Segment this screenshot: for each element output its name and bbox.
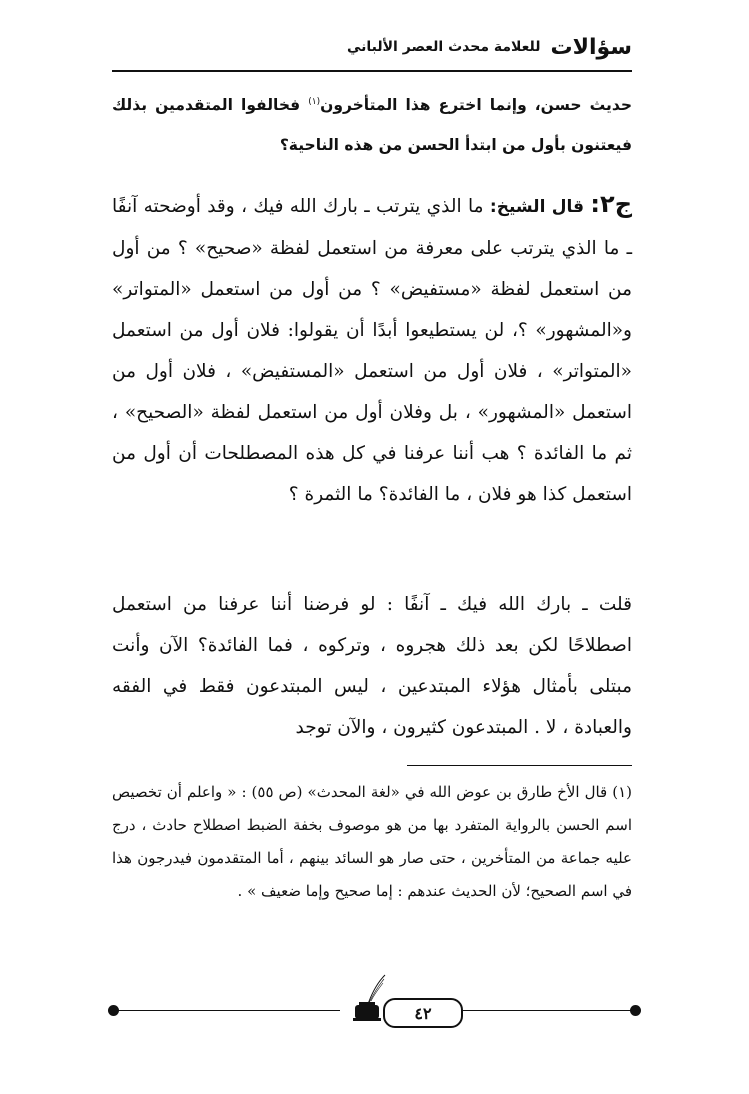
inkwell-quill-icon — [347, 973, 387, 1023]
answer-text: ما الذي يترتب ـ بارك الله فيك ، وقد أوضحته آنفًا ـ ما الذي يترتب على معرفة من استعمل لفظة «صحيح» ؟ من أول من استعمل لفظة «مستفيض» ؟ من أول من استعمل «المتواتر» و«المشهور» ؟، لن يستطيعوا أبدًا أن يقولوا: فلان أول من استعمل «المتواتر» ، فلان أول من استعمل «المستفيض» ، فلان أول من استعمل «المشهور» ، بل وفلان أول من استعمل لفظة «الصحيح» ، ثم ما الفائدة ؟ هب أننا عرفنا في كل هذه المصطلحات أن أول من استعمل كذا هو فلان ، ما الفائدة؟ ما الثمرة ؟ — [112, 196, 632, 505]
book-title: سؤالات — [550, 34, 632, 60]
footnote-text: (١) قال الأخ طارق بن عوض الله في «لغة المحدث» (ص ٥٥) : « واعلم أن تخصيص اسم الحسن بالرواية المتفرد بها من هو موصوف بخفة الضبط اصطلاح حادث ، درج عليه جماعة من المتأخرين ، حتى صار هو السائد بينهم ، أما المتقدمون فيدرجون هذا في اسم الصحيح؛ لأن الحديث عندهم : إما صحيح وإما ضعيف » . — [112, 783, 632, 900]
page-footer-ornament — [100, 985, 650, 1055]
author-line: للعلامة محدث العصر الألباني — [346, 39, 541, 55]
comment-paragraph — [112, 584, 632, 748]
left-ornament-line — [118, 1010, 340, 1011]
question-text: حديث حسن، وإنما اخترع هذا المتأخرون — [320, 96, 632, 115]
running-header — [112, 26, 632, 68]
page-number: ٤٢ — [383, 998, 463, 1028]
right-ornament-line — [462, 1010, 632, 1011]
footnote-divider — [407, 765, 632, 766]
answer-marker: ج٢: — [590, 190, 632, 218]
footnote — [112, 776, 632, 908]
answer-paragraph — [112, 184, 632, 515]
right-ornament-dot — [630, 1005, 641, 1016]
comment-text: قلت ـ بارك الله فيك ـ آنفًا : لو فرضنا أننا عرفنا من استعمل اصطلاحًا لكن بعد ذلك هجروه ، وتركوه ، فما الفائدة؟ الآن وأنت مبتلى بأمثال هؤلاء المبتدعين ، ليس المبتدعون فقط في الفقه والعبادة ، لا . المبتدعون كثيرون ، والآن توجد — [112, 594, 632, 738]
question-paragraph — [112, 82, 632, 165]
question-text-continued: فخالفوا المتقدمين بذلك فيعتنون بأول من ابتدأ الحسن من هذه الناحية؟ — [112, 96, 632, 155]
speaker-label: قال الشيخ: — [489, 197, 585, 217]
footnote-reference[interactable]: (١) — [308, 97, 321, 107]
header-divider — [112, 70, 632, 72]
